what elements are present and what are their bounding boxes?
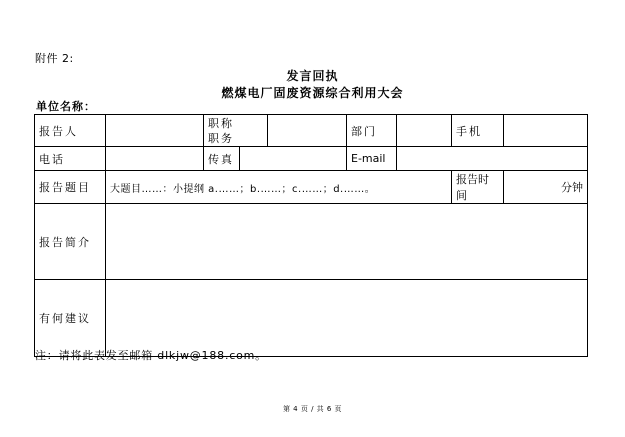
email-label: E-mail bbox=[347, 147, 397, 171]
conference-title: 燃煤电厂固废资源综合利用大会 bbox=[221, 86, 404, 100]
report-topic-field[interactable]: 大题目……：小提纲 a.……；b.……；c.……；d.……。 bbox=[106, 171, 452, 204]
title-position-field[interactable] bbox=[268, 115, 347, 147]
phone-field[interactable] bbox=[106, 147, 204, 171]
reporter-field[interactable] bbox=[106, 115, 204, 147]
department-label: 部门 bbox=[347, 115, 397, 147]
unit-name-label: 单位名称： bbox=[36, 100, 96, 113]
document-title: 发言回执 bbox=[286, 69, 339, 83]
minutes-unit: 分钟 bbox=[561, 181, 583, 194]
suggestion-field[interactable] bbox=[106, 280, 588, 357]
reporter-label: 报告人 bbox=[35, 115, 106, 147]
title-position-label bbox=[204, 115, 268, 147]
mobile-label: 手机 bbox=[452, 115, 504, 147]
department-field[interactable] bbox=[397, 115, 452, 147]
phone-label: 电话 bbox=[35, 147, 106, 171]
email-field[interactable] bbox=[397, 147, 588, 171]
report-time-label: 报告时间 bbox=[452, 171, 504, 204]
suggestion-label: 有何建议 bbox=[35, 280, 106, 357]
email-note: 注：请将此表发至邮箱 dlkjw@188.com。 bbox=[35, 349, 267, 362]
title-label: 职称 bbox=[208, 116, 234, 130]
reply-form-table bbox=[34, 114, 588, 357]
page-number: 第 4 页 / 共 6 页 bbox=[282, 405, 343, 413]
report-topic-label: 报告题目 bbox=[35, 171, 106, 204]
attachment-label: 附件 2: bbox=[35, 52, 74, 65]
fax-field[interactable] bbox=[240, 147, 347, 171]
report-summary-field[interactable] bbox=[106, 204, 588, 280]
minutes-field[interactable] bbox=[504, 171, 588, 204]
position-label: 职务 bbox=[208, 131, 234, 145]
report-summary-label: 报告简介 bbox=[35, 204, 106, 280]
mobile-field[interactable] bbox=[504, 115, 588, 147]
fax-label: 传真 bbox=[204, 147, 240, 171]
